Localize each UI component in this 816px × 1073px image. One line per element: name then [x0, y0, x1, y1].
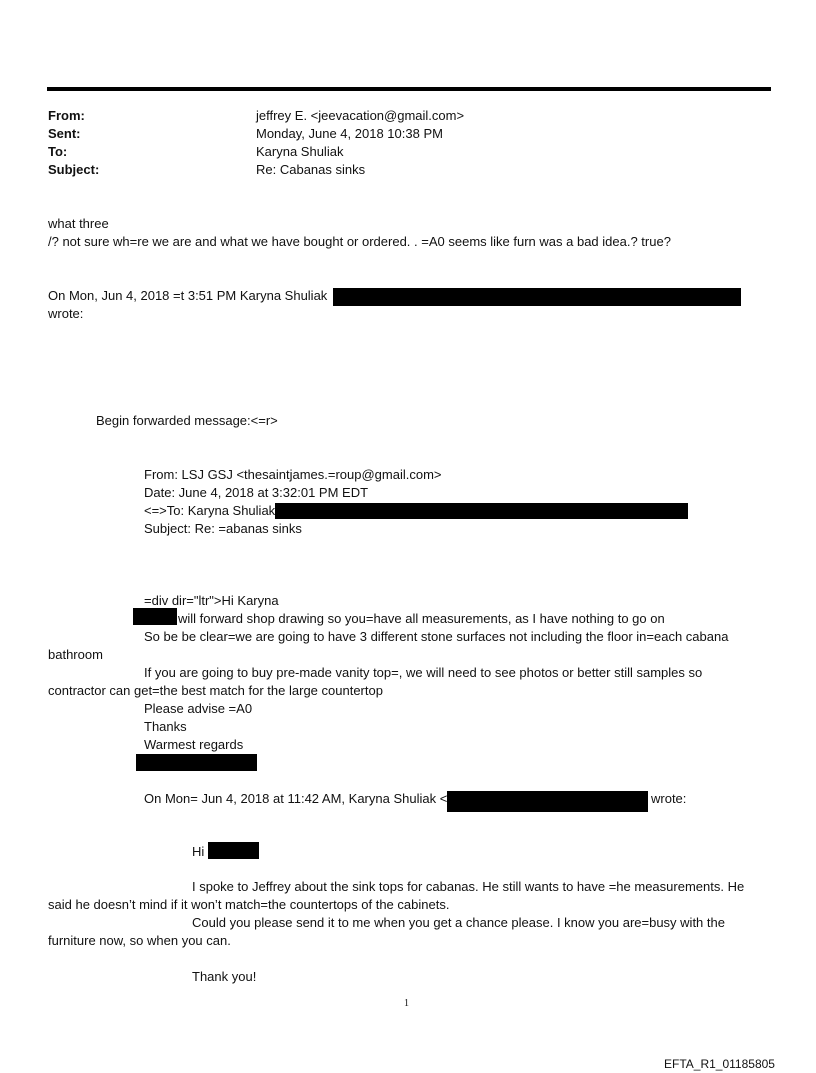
fwd-to: <=>To: Karyna Shuliak — [144, 503, 276, 518]
to-value: Karyna Shuliak — [256, 144, 344, 159]
msg-line-4b: contractor can get=the best match for the large countertop — [48, 683, 383, 698]
quote-intro: On Mon, Jun 4, 2018 =t 3:51 PM Karyna Shuliak — [48, 288, 328, 303]
redaction-email-1 — [333, 288, 741, 306]
nested-wrote: wrote: — [651, 791, 687, 806]
fwd-subject: Subject: Re: =abanas sinks — [144, 521, 302, 536]
msg-line-5: Please advise =A0 — [144, 701, 253, 716]
redaction-name-1 — [133, 608, 177, 625]
body-line-2: /? not sure wh=re we are and what we have bought or ordered. . =A0 seems like furn was a bad idea.? true? — [48, 234, 671, 249]
msg-line-4a: If you are going to buy pre-made vanity top=, we will need to see photos or better still samples so — [144, 665, 703, 680]
nested-p1b: said he doesn’t mind if it won’t match=the countertops of the cabinets. — [48, 897, 450, 912]
msg-line-7: Warmest regards — [144, 737, 244, 752]
msg-line-3b: bathroom — [48, 647, 103, 662]
page-number: 1 — [404, 998, 409, 1009]
body-line-1: what three — [48, 216, 109, 231]
begin-forwarded: Begin forwarded message:<=r> — [96, 413, 278, 428]
redaction-email-3 — [447, 791, 648, 812]
redaction-name-2 — [208, 842, 259, 859]
nested-p2b: furniture now, so when you can. — [48, 933, 231, 948]
from-label: From: — [48, 108, 85, 123]
msg-line-3a: So be be clear=we are going to have 3 different stone surfaces not including the floor in=each cabana — [144, 629, 729, 644]
sent-value: Monday, June 4, 2018 10:38 PM — [256, 126, 443, 141]
document-id: EFTA_R1_01185805 — [664, 1057, 775, 1071]
fwd-from: From: LSJ GSJ <thesaintjames.=roup@gmail.com> — [144, 467, 442, 482]
sent-label: Sent: — [48, 126, 81, 141]
fwd-date: Date: June 4, 2018 at 3:32:01 PM EDT — [144, 485, 369, 500]
nested-p2a: Could you please send it to me when you get a chance please. I know you are=busy with the — [192, 915, 725, 930]
msg-line-1: =div dir="ltr">Hi Karyna — [144, 593, 279, 608]
msg-line-2: will forward shop drawing so you=have all measurements, as I have nothing to go on — [178, 611, 665, 626]
subject-value: Re: Cabanas sinks — [256, 162, 366, 177]
to-label: To: — [48, 144, 68, 159]
from-value: jeffrey E. <jeevacation@gmail.com> — [256, 108, 465, 123]
msg-line-6: Thanks — [144, 719, 187, 734]
nested-thanks: Thank you! — [192, 969, 257, 984]
quote-wrote: wrote: — [48, 306, 84, 321]
redaction-email-2 — [275, 503, 688, 519]
nested-p1a: I spoke to Jeffrey about the sink tops for cabanas. He still wants to have =he measurements. He — [192, 879, 745, 894]
nested-hi: Hi — [192, 844, 205, 859]
subject-label: Subject: — [48, 162, 100, 177]
nested-intro: On Mon= Jun 4, 2018 at 11:42 AM, Karyna Shuliak < — [144, 791, 448, 806]
redaction-signature — [136, 754, 257, 771]
header-rule — [47, 87, 771, 91]
